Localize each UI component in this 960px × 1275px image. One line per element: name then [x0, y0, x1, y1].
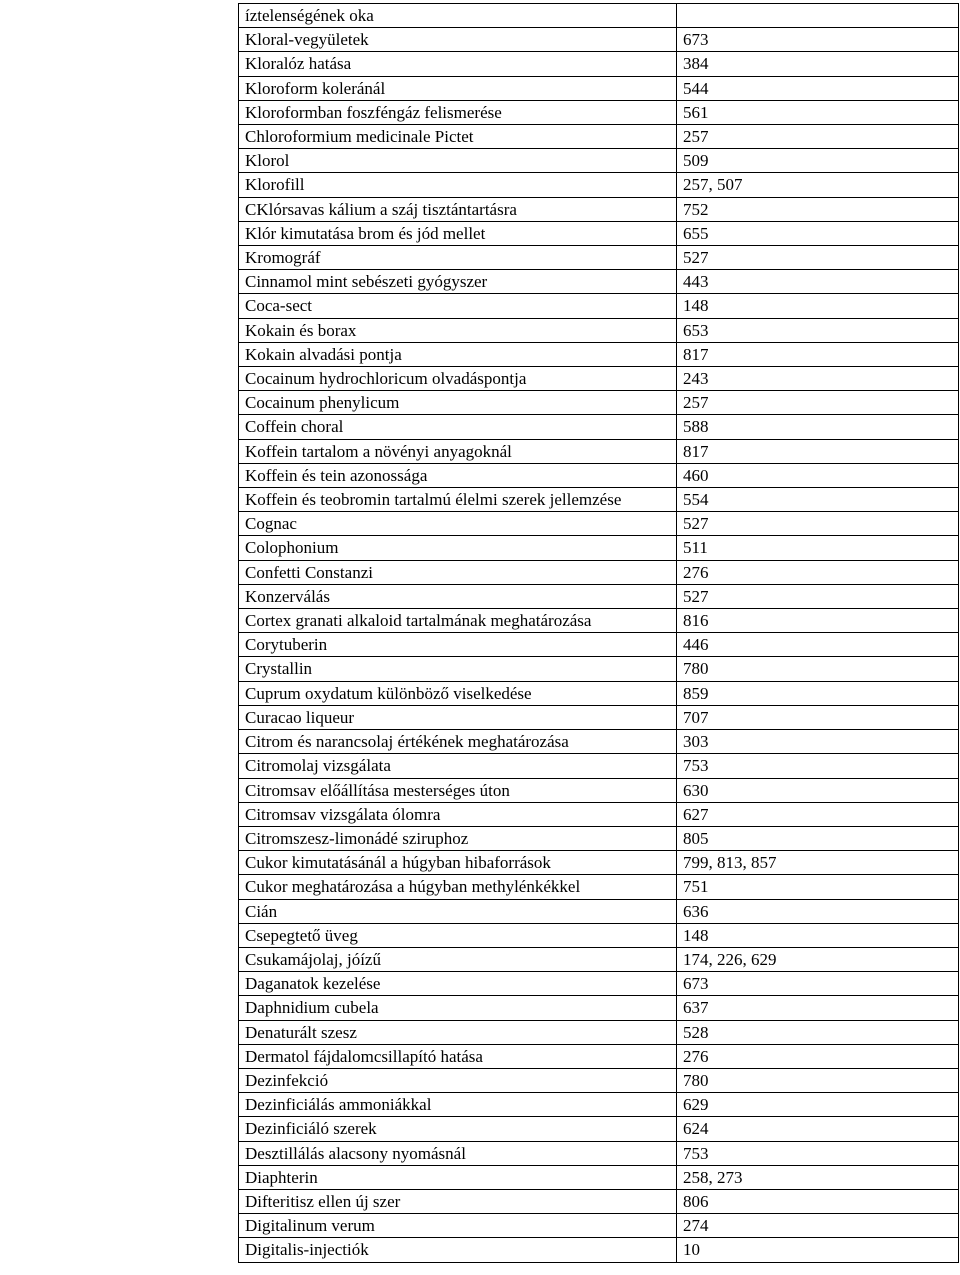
index-row — [239, 415, 959, 439]
index-term: Citromszesz-limonádé sziruphoz — [239, 826, 677, 850]
index-term: Diaphterin — [239, 1165, 677, 1189]
index-term: Confetti Constanzi — [239, 560, 677, 584]
index-page-numbers: 384 — [677, 52, 959, 76]
index-term: íztelenségének oka — [239, 4, 677, 28]
index-page-numbers: 174, 226, 629 — [677, 947, 959, 971]
index-page-numbers: 303 — [677, 730, 959, 754]
index-row — [239, 246, 959, 270]
index-term: Cukor meghatározása a húgyban methylénkékkel — [239, 875, 677, 899]
index-row — [239, 851, 959, 875]
index-page-numbers: 817 — [677, 439, 959, 463]
index-row — [239, 1214, 959, 1238]
index-term: Coca-sect — [239, 294, 677, 318]
index-row — [239, 609, 959, 633]
index-term: Konzerválás — [239, 584, 677, 608]
index-page-numbers: 816 — [677, 609, 959, 633]
index-term: Koffein és teobromin tartalmú élelmi szerek jellemzése — [239, 488, 677, 512]
index-table — [238, 3, 959, 1263]
index-row — [239, 488, 959, 512]
index-page-numbers: 257 — [677, 125, 959, 149]
index-term: CKlórsavas kálium a száj tisztántartásra — [239, 197, 677, 221]
index-term: Desztillálás alacsony nyomásnál — [239, 1141, 677, 1165]
index-page-numbers: 752 — [677, 197, 959, 221]
index-page-numbers: 817 — [677, 342, 959, 366]
index-page-numbers: 673 — [677, 28, 959, 52]
index-page-numbers: 859 — [677, 681, 959, 705]
index-page-numbers: 753 — [677, 754, 959, 778]
index-row — [239, 318, 959, 342]
index-row — [239, 76, 959, 100]
index-term: Koffein tartalom a növényi anyagoknál — [239, 439, 677, 463]
index-term: Denaturált szesz — [239, 1020, 677, 1044]
index-term: Chloroformium medicinale Pictet — [239, 125, 677, 149]
index-term: Cocainum hydrochloricum olvadáspontja — [239, 367, 677, 391]
index-page-numbers: 257 — [677, 391, 959, 415]
index-row — [239, 391, 959, 415]
index-row — [239, 584, 959, 608]
index-term: Curacao liqueur — [239, 705, 677, 729]
index-row — [239, 1068, 959, 1092]
index-row — [239, 899, 959, 923]
index-page-numbers: 753 — [677, 1141, 959, 1165]
index-page-numbers: 673 — [677, 972, 959, 996]
index-row — [239, 1165, 959, 1189]
index-row — [239, 173, 959, 197]
index-term: Kromográf — [239, 246, 677, 270]
index-term: Citromolaj vizsgálata — [239, 754, 677, 778]
index-row — [239, 4, 959, 28]
index-page-numbers: 276 — [677, 1044, 959, 1068]
index-page-numbers: 780 — [677, 1068, 959, 1092]
index-term: Daganatok kezelése — [239, 972, 677, 996]
index-row — [239, 294, 959, 318]
index-row — [239, 996, 959, 1020]
index-row — [239, 681, 959, 705]
index-row — [239, 1044, 959, 1068]
index-term: Kloroformban foszféngáz felismerése — [239, 100, 677, 124]
index-term: Kloroform koleránál — [239, 76, 677, 100]
index-term: Dezinficiálás ammoniákkal — [239, 1093, 677, 1117]
index-row — [239, 705, 959, 729]
index-row — [239, 754, 959, 778]
index-term: Corytuberin — [239, 633, 677, 657]
index-term: Difteritisz ellen új szer — [239, 1189, 677, 1213]
index-page-numbers: 460 — [677, 463, 959, 487]
index-term: Cián — [239, 899, 677, 923]
index-page-numbers: 528 — [677, 1020, 959, 1044]
index-term: Digitalis-injectiók — [239, 1238, 677, 1262]
index-row — [239, 947, 959, 971]
index-page-numbers: 443 — [677, 270, 959, 294]
index-term: Dermatol fájdalomcsillapító hatása — [239, 1044, 677, 1068]
index-page-numbers: 805 — [677, 826, 959, 850]
index-term: Kokain és borax — [239, 318, 677, 342]
index-row — [239, 730, 959, 754]
index-page-numbers: 10 — [677, 1238, 959, 1262]
index-row — [239, 221, 959, 245]
index-term: Kloral-vegyületek — [239, 28, 677, 52]
index-page-numbers: 561 — [677, 100, 959, 124]
index-page-numbers: 544 — [677, 76, 959, 100]
index-term: Koffein és tein azonossága — [239, 463, 677, 487]
index-row — [239, 802, 959, 826]
index-row — [239, 149, 959, 173]
index-page-numbers: 655 — [677, 221, 959, 245]
index-page-numbers: 637 — [677, 996, 959, 1020]
index-row — [239, 1238, 959, 1262]
index-page-numbers: 806 — [677, 1189, 959, 1213]
index-page-numbers: 554 — [677, 488, 959, 512]
index-term: Crystallin — [239, 657, 677, 681]
index-row — [239, 197, 959, 221]
index-row — [239, 1020, 959, 1044]
index-page-numbers: 624 — [677, 1117, 959, 1141]
index-row — [239, 1093, 959, 1117]
index-term: Cuprum oxydatum különböző viselkedése — [239, 681, 677, 705]
index-page-numbers: 780 — [677, 657, 959, 681]
index-page-numbers: 527 — [677, 584, 959, 608]
index-term: Citromsav előállítása mesterséges úton — [239, 778, 677, 802]
index-row — [239, 633, 959, 657]
index-term: Colophonium — [239, 536, 677, 560]
index-page-numbers: 446 — [677, 633, 959, 657]
index-term: Kloralóz hatása — [239, 52, 677, 76]
index-row — [239, 367, 959, 391]
index-row — [239, 657, 959, 681]
index-row — [239, 875, 959, 899]
index-page-numbers: 258, 273 — [677, 1165, 959, 1189]
index-page-numbers: 630 — [677, 778, 959, 802]
index-row — [239, 512, 959, 536]
index-page-numbers: 588 — [677, 415, 959, 439]
index-term: Csepegtető üveg — [239, 923, 677, 947]
index-term: Klorol — [239, 149, 677, 173]
index-term: Klorofill — [239, 173, 677, 197]
index-term: Cocainum phenylicum — [239, 391, 677, 415]
index-row — [239, 463, 959, 487]
index-page-numbers: 636 — [677, 899, 959, 923]
index-term: Daphnidium cubela — [239, 996, 677, 1020]
index-page-numbers: 527 — [677, 512, 959, 536]
index-row — [239, 439, 959, 463]
index-term: Csukamájolaj, jóízű — [239, 947, 677, 971]
index-row — [239, 28, 959, 52]
index-row — [239, 1189, 959, 1213]
index-table-body — [239, 4, 959, 1263]
index-term: Cinnamol mint sebészeti gyógyszer — [239, 270, 677, 294]
index-page-numbers: 509 — [677, 149, 959, 173]
index-term: Klór kimutatása brom és jód mellet — [239, 221, 677, 245]
index-term: Dezinficiáló szerek — [239, 1117, 677, 1141]
index-page-numbers: 527 — [677, 246, 959, 270]
index-row — [239, 100, 959, 124]
index-page-numbers: 148 — [677, 923, 959, 947]
index-page-numbers — [677, 4, 959, 28]
index-page-numbers: 243 — [677, 367, 959, 391]
index-term: Kokain alvadási pontja — [239, 342, 677, 366]
index-page-numbers: 274 — [677, 1214, 959, 1238]
index-row — [239, 778, 959, 802]
index-term: Digitalinum verum — [239, 1214, 677, 1238]
index-term: Cognac — [239, 512, 677, 536]
index-term: Dezinfekció — [239, 1068, 677, 1092]
index-term: Citrom és narancsolaj értékének meghatározása — [239, 730, 677, 754]
index-row — [239, 270, 959, 294]
index-term: Cortex granati alkaloid tartalmának meghatározása — [239, 609, 677, 633]
index-row — [239, 125, 959, 149]
index-row — [239, 923, 959, 947]
index-page-numbers: 148 — [677, 294, 959, 318]
index-row — [239, 342, 959, 366]
index-row — [239, 1117, 959, 1141]
index-term: Coffein choral — [239, 415, 677, 439]
index-row — [239, 560, 959, 584]
index-row — [239, 536, 959, 560]
index-page-numbers: 276 — [677, 560, 959, 584]
index-page-numbers: 627 — [677, 802, 959, 826]
index-page-numbers: 629 — [677, 1093, 959, 1117]
index-term: Cukor kimutatásánál a húgyban hibaforrások — [239, 851, 677, 875]
index-page-numbers: 707 — [677, 705, 959, 729]
index-page-numbers: 653 — [677, 318, 959, 342]
index-page-numbers: 257, 507 — [677, 173, 959, 197]
index-page-numbers: 751 — [677, 875, 959, 899]
index-page-numbers: 799, 813, 857 — [677, 851, 959, 875]
index-row — [239, 1141, 959, 1165]
index-page-numbers: 511 — [677, 536, 959, 560]
index-term: Citromsav vizsgálata ólomra — [239, 802, 677, 826]
index-row — [239, 52, 959, 76]
index-row — [239, 972, 959, 996]
index-row — [239, 826, 959, 850]
